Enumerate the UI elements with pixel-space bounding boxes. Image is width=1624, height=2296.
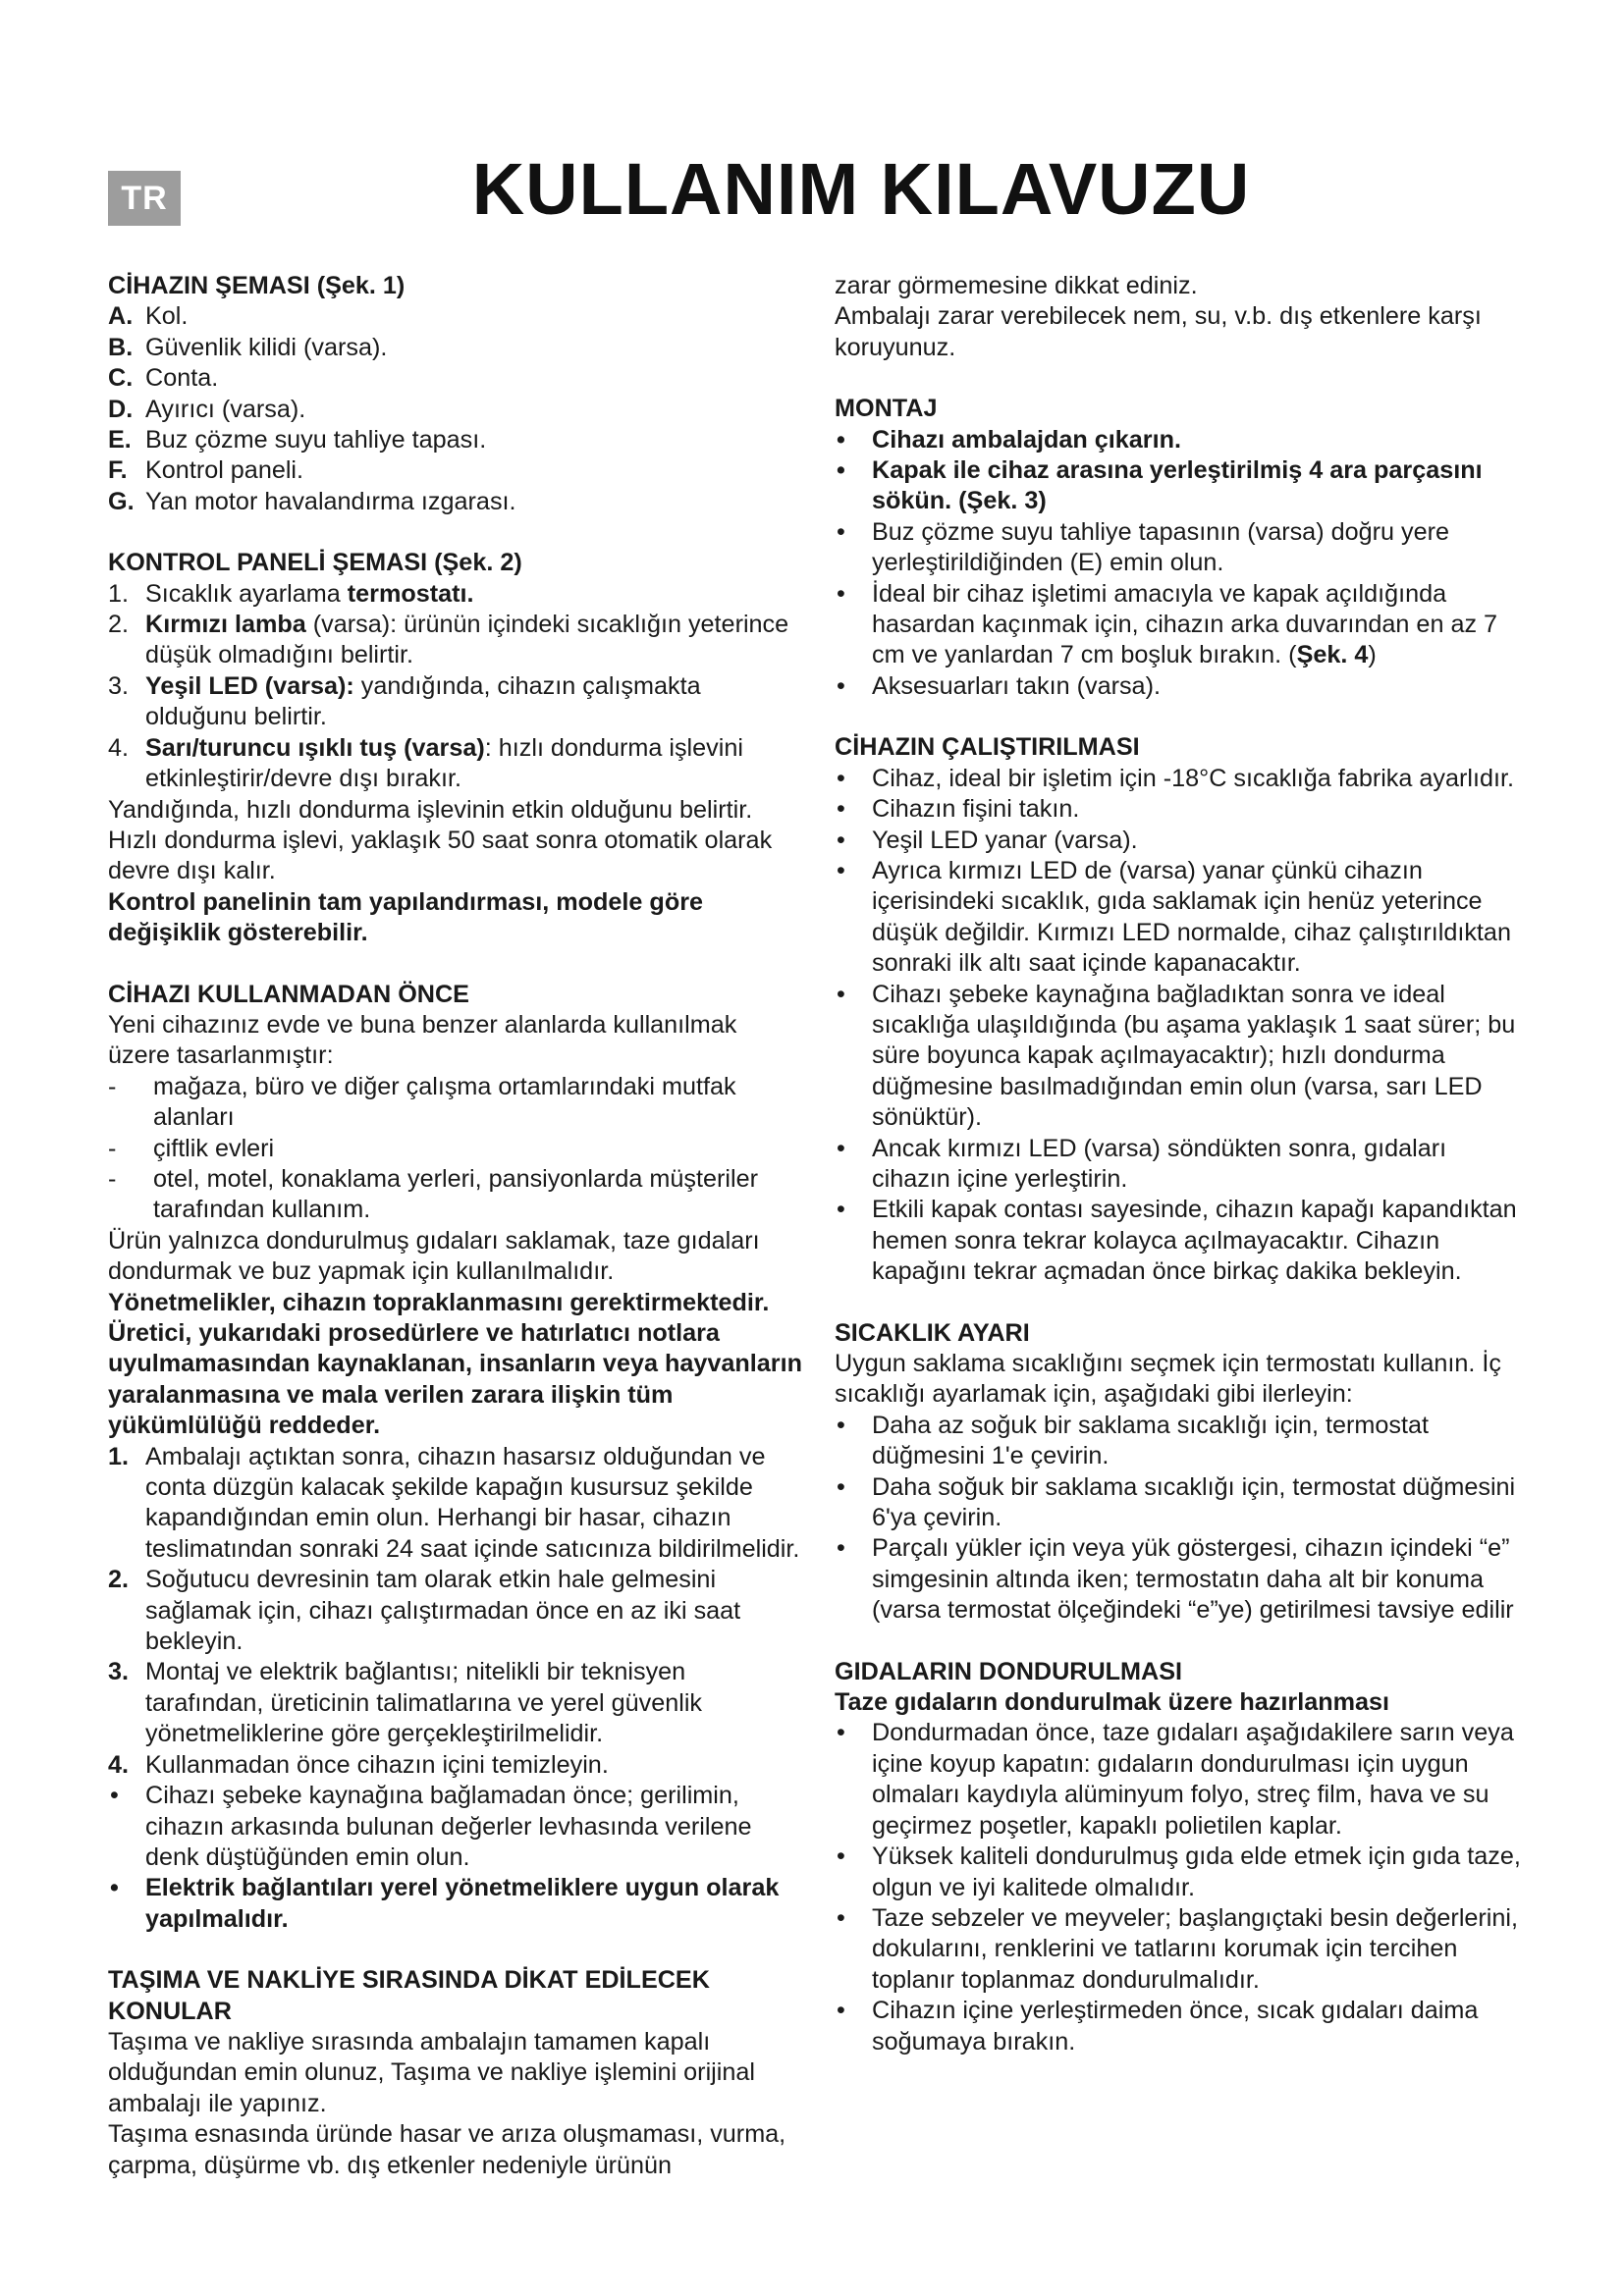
scheme-item: C. Conta. — [108, 364, 219, 393]
continued-text: zarar görmemesine dikkat ediniz. — [835, 272, 1198, 299]
start-item: • Ancak kırmızı LED (varsa) söndükten sonra, gıdaları cihazın içine yerleştirin. — [837, 1134, 1447, 1193]
before-intro: Yeni cihazınız evde ve buna benzer alanlarda kullanılmak üzere tasarlanmıştır: — [108, 1010, 737, 1070]
panel-paragraph: Yandığında, hızlı dondurma işlevinin etkin olduğunu belirtir. — [108, 795, 753, 824]
montaj-item: • Aksesuarları takın (varsa). — [837, 671, 1161, 700]
panel-paragraph: Hızlı dondurma işlevi, yaklaşık 50 saat sonra otomatik olarak devre dışı kalır. — [108, 826, 773, 885]
temp-item: • Daha soğuk bir saklama sıcaklığı için, termostat düğmesini 6'ya çevirin. — [837, 1472, 1516, 1532]
panel-note: Kontrol panelinin tam yapılandırması, modele göre değişiklik gösterebilir. — [108, 887, 704, 947]
start-item: • Cihazı şebeke kaynağına bağladıktan sonra ve ideal sıcaklığa ulaşıldığında (bu aşama yaklaşık 1 saat sürer; bu süre boyunca kapak açılmayacaktır); hızlı dondurma düğmesine basılmadığından emin olun (varsa, sarı LED sönüktür). — [837, 980, 1516, 1132]
panel-item: 3. Yeşil LED (varsa): yandığında, cihazın çalışmakta olduğunu belirtir. — [108, 671, 701, 731]
section-heading-panel: KONTROL PANELİ ŞEMASI (Şek. 2) — [108, 549, 522, 577]
freeze-subheading: Taze gıdaların dondurulmak üzere hazırlanması — [835, 1688, 1389, 1717]
section-heading-before: CİHAZI KULLANMADAN ÖNCE — [108, 980, 469, 1008]
panel-item: 2. Kırmızı lamba (varsa): ürünün içindeki sıcaklığın yeterince düşük olmadığını belirtir. — [108, 611, 789, 669]
scheme-item: G. Yan motor havalandırma ızgarası. — [108, 487, 516, 515]
usage-item: - mağaza, büro ve diğer çalışma ortamlarındaki mutfak alanları — [108, 1072, 736, 1132]
montaj-item: • Cihazı ambalajdan çıkarın. — [837, 425, 1181, 454]
section-heading-montaj: MONTAJ — [835, 395, 938, 423]
montaj-item: • Kapak ile cihaz arasına yerleştirilmiş 4 ara parçasını sökün. (Şek. 3) — [837, 456, 1483, 515]
panel-item: 1. Sıcaklık ayarlama termostatı. — [108, 579, 474, 608]
before-step: 3. Montaj ve elektrik bağlantısı; nitelikli bir teknisyen tarafından, üreticinin talimatlarına ve yerel güvenlik yönetmeliklerine göre gerçekleştirilmelidir. — [108, 1658, 703, 1748]
before-bullet: • Cihazı şebeke kaynağına bağlamadan önce; gerilimin, cihazın arkasında bulunan değerler levhasında verilene denk düştüğünden emin olun. — [110, 1782, 752, 1871]
freeze-item: • Taze sebzeler ve meyveler; başlangıçtaki besin değerlerini, dokularını, renklerini ve tatlarını korumak için tercihen toplanır toplanmaz dondurulmalıdır. — [837, 1903, 1519, 1994]
language-badge: TR — [108, 171, 181, 226]
section-heading-scheme: CİHAZIN ŞEMASI (Şek. 1) — [108, 272, 406, 299]
freeze-item: • Cihazın içine yerleştirmeden önce, sıcak gıdaları daima soğumaya bırakın. — [837, 1997, 1479, 2056]
continued-text: Ambalajı zarar verebilecek nem, su, v.b. dış etkenlere karşı koruyunuz. — [835, 302, 1482, 361]
left-column — [108, 271, 805, 2181]
scheme-item: E. Buz çözme suyu tahliye tapası. — [108, 426, 487, 454]
montaj-item: • Buz çözme suyu tahliye tapasının (varsa) doğru yere yerleştirildiğinden (E) emin olun. — [837, 517, 1449, 577]
panel-item: 4. Sarı/turuncu ışıklı tuş (varsa): hızlı dondurma işlevini etkinleştirir/devre dışı bırakır. — [108, 733, 743, 793]
freeze-item: • Yüksek kaliteli dondurulmuş gıda elde etmek için gıda taze, olgun ve iyi kalitede olmalıdır. — [837, 1842, 1521, 1901]
section-heading-temp: SICAKLIK AYARI — [835, 1318, 1030, 1347]
freeze-item: • Dondurmadan önce, taze gıdaları aşağıdakilere sarın veya içine koyup kapatın: gıdaların dondurulması için uygun olmaları kaydıyla alüminyum folyo, streç film, hava ve su geçirmez poşetler, kapaklı polietilen kaplar. — [837, 1719, 1514, 1840]
grounding-warning: Yönetmelikler, cihazın topraklanmasını gerektirmektedir. Üretici, yukarıdaki prosedürlere ve hatırlatıcı notlara uyulmamasından kaynaklanan, insanların veya hayvanların yaralanmasına ve mala verilen zarara ilişkin tüm yükümlülüğü reddeder. — [108, 1288, 802, 1440]
before-step: 4. Kullanmadan önce cihazın içini temizleyin. — [108, 1750, 609, 1779]
start-item: • Cihaz, ideal bir işletim için -18°C sıcaklığa fabrika ayarlıdır. — [837, 764, 1515, 792]
start-item: • Ayrıca kırmızı LED de (varsa) yanar çünkü cihazın içerisindeki sıcaklık, gıda saklamak için henüz yeterince düşük değildir. Kırmızı LED normalde, cihaz çalıştırıldıktan sonraki ilk altı saat içinde kapanacaktır. — [837, 856, 1511, 978]
start-item: • Etkili kapak contası sayesinde, cihazın kapağı kapandıktan hemen sonra tekrar kolayca açılmayacaktır. Cihazın kapağını tekrar açmadan önce birkaç dakika bekleyin. — [837, 1196, 1517, 1286]
temp-intro: Uygun saklama sıcaklığını seçmek için termostatı kullanın. İç sıcaklığı ayarlamak için, aşağıdaki gibi ilerleyin: — [835, 1350, 1501, 1409]
section-heading-start: CİHAZIN ÇALIŞTIRILMASI — [835, 733, 1140, 762]
temp-item: • Daha az soğuk bir saklama sıcaklığı için, termostat düğmesini 1'e çevirin. — [837, 1411, 1429, 1470]
before-bullet: • Elektrik bağlantıları yerel yönetmeliklere uygun olarak yapılmalıdır. — [110, 1874, 780, 1933]
before-step: 1. Ambalajı açtıktan sonra, cihazın hasarsız olduğundan ve conta düzgün kalacak şekilde kapağın kusursuz şekilde kapandığından emin olun. Herhangi bir hasar, cihazın teslimatından sonraki 24 saat içinde satıcınıza bildirilmelidir. — [108, 1442, 800, 1563]
transport-paragraph: Taşıma ve nakliye sırasında ambalajın tamamen kapalı olduğundan emin olunuz, Taşıma ve nakliye işlemini orijinal ambalajı ile yapınız. — [108, 2027, 755, 2117]
section-heading-freeze: GIDALARIN DONDURULMASI — [835, 1657, 1183, 1685]
usage-item: - çiftlik evleri — [108, 1134, 275, 1162]
montaj-item: • İdeal bir cihaz işletimi amacıyla ve kapak açıldığında hasardan kaçınmak için, cihazın arka duvarından en az 7 cm ve yanlardan 7 cm boşluk bırakın. (Şek. 4) — [837, 579, 1498, 669]
before-paragraph: Ürün yalnızca dondurulmuş gıdaları saklamak, taze gıdaları dondurmak ve buz yapmak için kullanılmalıdır. — [108, 1226, 760, 1286]
usage-item: - otel, motel, konaklama yerleri, pansiyonlarda müşteriler tarafından kullanım. — [108, 1164, 758, 1224]
before-step: 2. Soğutucu devresinin tam olarak etkin hale gelmesini sağlamak için, cihazı çalıştırmadan önce en az iki saat bekleyin. — [108, 1566, 741, 1656]
temp-item: • Parçalı yükler için veya yük göstergesi, cihazın içindeki “e” simgesinin altında iken; termostatın daha alt bir konuma (varsa termostat ölçeğindeki “e”ye) getirilmesi tavsiye edilir — [837, 1534, 1514, 1625]
scheme-item: D. Ayırıcı (varsa). — [108, 395, 306, 423]
scheme-item: A. Kol. — [108, 302, 189, 331]
section-heading-transport: TAŞIMA VE NAKLİYE SIRASINDA DİKAT EDİLECEK KONULAR — [108, 1966, 710, 2025]
start-item: • Cihazın fişini takın. — [837, 795, 1080, 824]
page-title: KULLANIM KILAVUZU — [471, 148, 1251, 230]
scheme-item: B. Güvenlik kilidi (varsa). — [108, 333, 388, 361]
scheme-item: F. Kontrol paneli. — [108, 456, 304, 485]
transport-paragraph: Taşıma esnasında üründe hasar ve arıza oluşmaması, vurma, çarpma, düşürme vb. dış etkenler nedeniyle ürünün — [108, 2120, 786, 2179]
right-column — [835, 271, 1522, 2057]
start-item: • Yeşil LED yanar (varsa). — [837, 826, 1138, 854]
